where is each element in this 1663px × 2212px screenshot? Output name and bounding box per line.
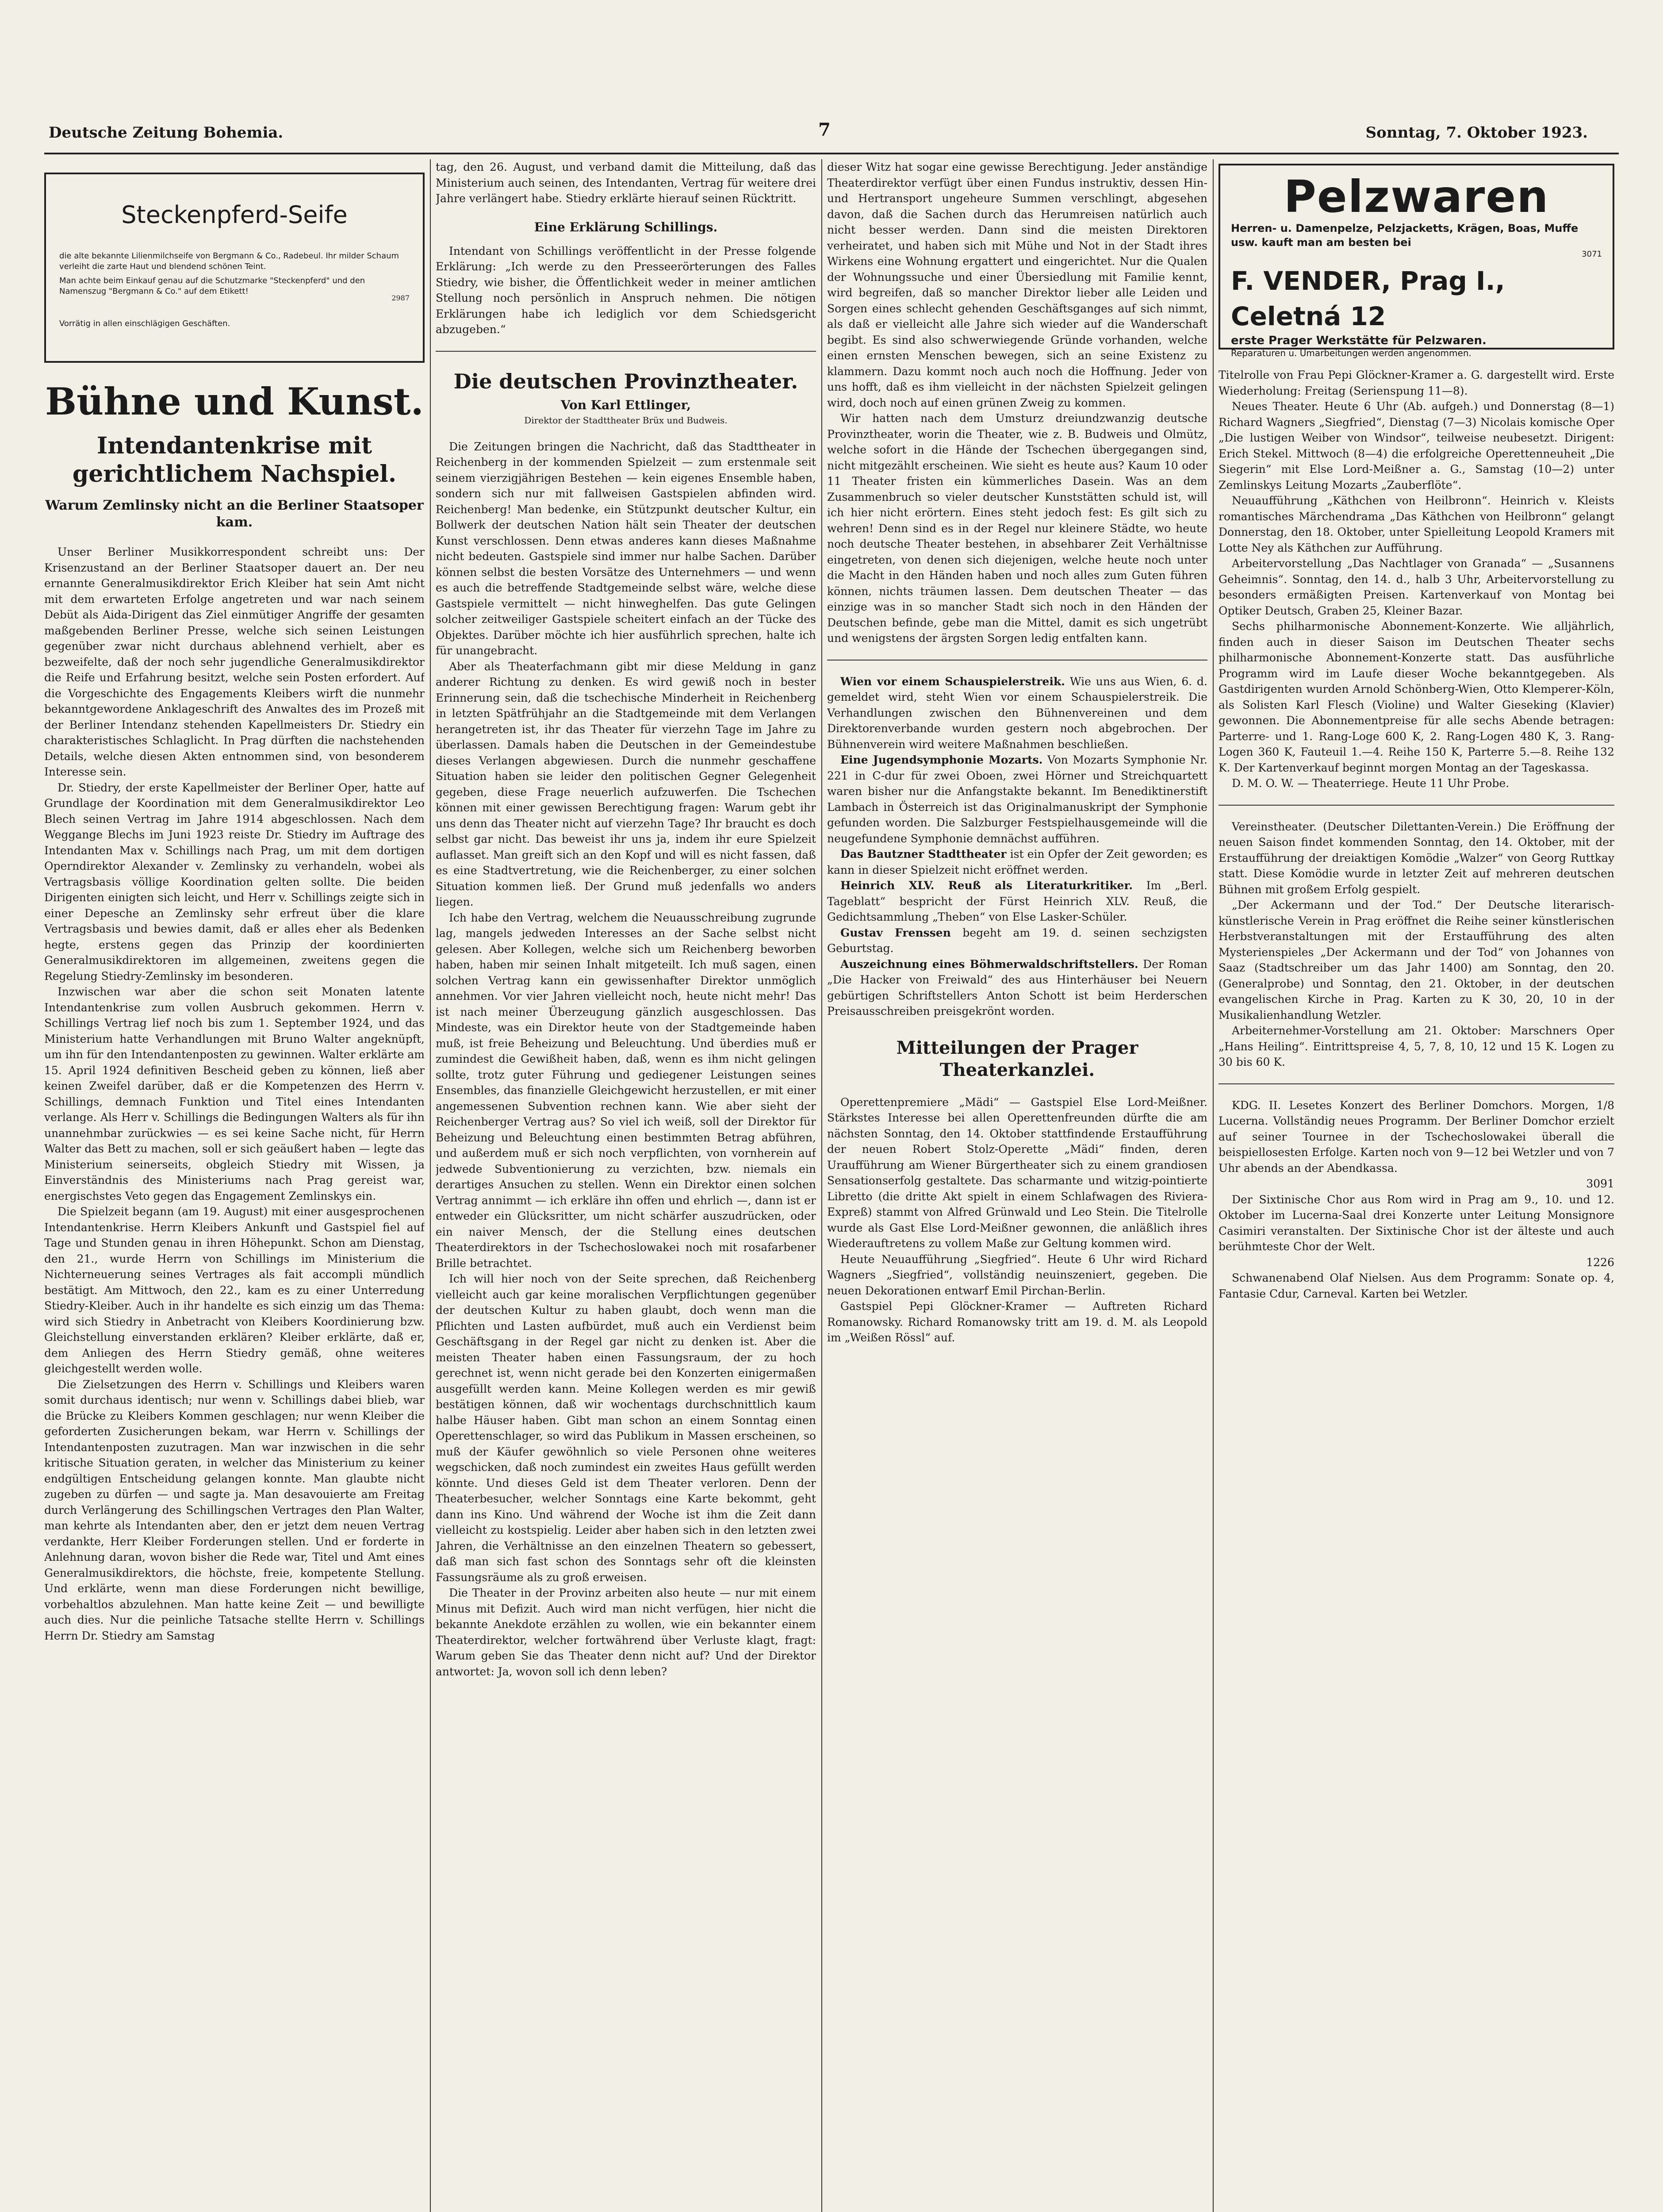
ad-number: 3071 [1582,250,1602,259]
article-paragraph: Die Spielzeit begann (am 19. August) mit einer ausgesprochenen Intendantenkrise. Herrn Kleibers Ankunft und Gastspiel fiel auf Tage und Stunden genau in ihren Höhepunkt. Schon am Dienstag, den 21., wurde Herrn von Schillings im Ministerium die Nichterneuerung seines Vertrages als fait accompli mündlich bestätigt. Am Mittwoch, den 22., kam es zu einer Unterredung Stiedry-Kleiber. Auch in ihr handelte es sich einzig um das Thema: wird sich Stiedry in Anbetracht von Kleibers Koordinierung bzw. Gleichstellung einverstanden erklären? Kleiber erklärte, daß er, dem Anliegen des Herrn Stiedry gemäß, ohne weiteres gleichgestellt werden wolle. [44,1205,425,1375]
ad-footer: Vorrätig in allen einschlägigen Geschäften. [59,319,230,328]
theater-notice: KDG. II. Lesetes Konzert des Berliner Domchors. Morgen, 1/8 Lucerna. Vollständig neues Programm. Der Berliner Domchor erzielt auf seiner Tournee in der Tschechoslowakei überall die beispiellosesten Erfolge. Karten noch von 9—12 bei Wetzler und von 7 Uhr abends an der Abendkassa. [1219,1098,1614,1175]
ad-merchant-name: F. VENDER, Prag I., Celetná 12 [1231,266,1505,331]
theater-notice: Arbeiternehmer-Vorstellung am 21. Oktober: Marschners Oper „Hans Heiling“. Eintrittspreise 4, 5, 7, 8, 10, 12 und 15 K. Logen zu 30 bis 60 K. [1219,1024,1614,1068]
theater-notice: Schwanenabend Olaf Nielsen. Aus dem Programm: Sonate op. 4, Fantasie Cdur, Carneval. Karten bei Wetzler. [1219,1271,1614,1300]
theater-notice: Arbeitervorstellung „Das Nachtlager von Granada“ — „Susannens Geheimnis“. Sonntag, den 14. d., halb 3 Uhr, Arbeitervorstellung zu besonders ermäßigten Preisen. Kartenverkauf von Montag bei Optiker Deutsch, Graben 25, Kleiner Bazar. [1219,557,1614,617]
article-paragraph: Intendant von Schillings veröffentlicht in der Presse folgende Erklärung: „Ich werde zu den Presseerörterungen des Falles Stiedry, wie bisher, die Öffentlichkeit weder in meiner amtlichen Stellung noch persönlich in Anspruch nehmen. Die nötigen Erklärungen habe ich lediglich vor dem Schiedsgericht abzugeben.“ [436,244,816,336]
news-text: Der Roman „Die Hacker von Freiwald“ des aus Hinterhäuser bei Neuern gebürtigen Schriftstellers Anton Schott ist beim Herderschen Preisausschreiben preisgekrönt worden. [827,957,1207,1018]
notice-number: 1226 [1586,1256,1614,1269]
article-headline: Intendantenkrise mit gerichtlichem Nachspiel. [72,432,397,488]
page-number: 7 [818,119,831,140]
section-heading: Eine Erklärung Schillings. [534,219,718,234]
ad-text: die alte bekannte Lilienmilchseife von Bergmann & Co., Radebeul. Ihr milder Schaum verleiht die zarte Haut und blendend schönen Teint. [59,251,399,271]
column-divider [430,159,431,2212]
pelzwaren-ad [1219,164,1614,358]
theater-notice: Neues Theater. Heute 6 Uhr (Ab. aufgeh.) und Donnerstag (8—1) Richard Wagners „Siegfried“, Dienstag (7—3) Nicolais komische Oper „Die lustigen Weiber von Windsor“, teilweise neubesetzt. Dirigent: Erich Stekel. Mittwoch (8—4) die erfolgreiche Operettenneuheit „Die Siegerin“ mit Else Lord-Meißner a. G., Samstag (10—2) unter Zemlinskys Leitung Mozarts „Zauberflöte“. [1219,400,1614,492]
issue-date: Sonntag, 7. Oktober 1923. [1365,124,1588,142]
ad-text: Reparaturen u. Umarbeitungen werden angenommen. [1231,348,1471,358]
news-item [827,878,1207,925]
article-subheadline: Warum Zemlinsky nicht an die Berliner Staatsoper kam. [45,498,424,530]
ad-text: erste Prager Werkstätte für Pelzwaren. [1231,334,1487,347]
column-3 [827,159,1207,2212]
separator-rule [827,660,1207,661]
article-title: Die deutschen Provinztheater. [453,369,798,393]
separator-rule [1219,805,1614,806]
notice-number: 3091 [1586,1177,1614,1190]
news-text: begeht am 19. d. seinen sechzigsten Geburtstag. [827,926,1207,955]
newspaper-name: Deutsche Zeitung Bohemia. [49,124,284,142]
article-paragraph: Die Theater in der Provinz arbeiten also heute — nur mit einem Minus mit Defizit. Auch wird man nicht verfügen, hier nicht die bekannte Anekdote erzählen zu wollen, wie ein bekannter einem Theaterdirektor, welcher fortwährend über Verluste klagt, fragt: Warum geben Sie das Theater denn nicht auf? Und der Direktor antwortet: Ja, wovon soll ich denn leben? [436,1586,816,1678]
masthead-rule [44,153,1619,154]
ad-text: Man achte beim Einkauf genau auf die Schutzmarke "Steckenpferd" und den Namenszug "Bergmann & Co." auf dem Etikett! [59,276,365,296]
article-paragraph: Ich will hier noch von der Seite sprechen, daß Reichenberg vielleicht auch gar keine moralischen Verpflichtungen gegenüber der deutschen Kultur zu haben glaubt, doch wenn man die Pflichten und Lasten aufbürdet, muß auch ein Verdienst beim Geschäftsgang in der Regel gar nicht zu denken ist. Aber die meisten Theater haben einen Fassungsraum, der zu hoch gerechnet ist, wenn nicht gerade bei den Konzerten einigermaßen ausgefüllt werden kann. Meine Kollegen werden es mir gewiß bestätigen können, daß wir wochentags durchschnittlich kaum halbe Häuser haben. Gibt man schon an einem Sonntag einen Operettenschlager, so wird das Publikum in Massen erscheinen, so muß der Käufer gewöhnlich so viele Personen ohne weiteres wegschicken, daß noch zumindest ein zweites Haus gefüllt werden könnte. Und dieses Geld ist dem Theater verloren. Denn der Theaterbesucher, welcher Sonntags eine Karte bekommt, geht dann ins Kino. Und während der Woche ist ihm die Zeit dann vielleicht zu kostspielig. Leider aber haben sich in den letzten zwei Jahren, die Verhältnisse an den einzelnen Theatern so gebessert, daß man sich fast schon des Sonntags sehr oft die kleinsten Fassungsräume als zu groß erweisen. [436,1272,816,1584]
article-paragraph: Ich habe den Vertrag, welchem die Neuausschreibung zugrunde lag, mangels jedweden Interesses an der Sache selbst nicht gelesen. Aber Kollegen, welche sich um Reichenberg beworben haben, haben mir seinen Inhalt mitgeteilt. Ich muß sagen, einen solchen Vertrag kann ein gewissenhafter Direktor unmöglich annehmen. Vor vier Jahren vielleicht noch, heute nicht mehr! Das ist nach meiner Überzeugung gänzlich ausgeschlossen. Das Mindeste, was ein Direktor heute von der Stadtgemeinde haben muß, ist freie Beheizung und Beleuchtung. Und überdies muß er zumindest die Gewißheit haben, daß, wenn es ihm nicht gelingen sollte, trotz guter Führung und gediegener Leistungen seines Ensembles, das finanzielle Gleichgewicht herzustellen, er mit einer angemessenen Subvention rechnen kann. Wie aber sieht der Reichenberger Vertrag aus? So viel ich weiß, soll der Direktor für Beheizung und Beleuchtung einen bestimmten Betrag abführen, und außerdem muß er sich noch verpflichten, von vornherein auf jedwede Subventionierung zu verzichten, bzw. niemals ein derartiges Ansuchen zu stellen. Wenn ein Direktor einen solchen Vertrag annimmt — ich erkläre ihn offen und ehrlich —, dann ist er entweder ein Glücksritter, um nicht schärfer auszudrücken, oder ein naiver Mensch, der die Stellung eines deutschen Theaterdirektors in der Tschechoslowakei noch mit rosafarbener Brille betrachtet. [436,911,816,1270]
column-divider [821,159,822,2212]
article-paragraph: dieser Witz hat sogar eine gewisse Berechtigung. Jeder anständige Theaterdirektor verfügt über einen Fundus instruktiv, dessen Hin- und Hertransport ungeheure Summen verschlingt, abgesehen davon, daß die Sachen durch das Herumreisen natürlich auch nicht besser werden. Dann sind die meisten Direktoren verheiratet, und haben sich mit Mühe und Not in der Stadt ihres Wirkens eine Wohnung ergattert und eingerichtet. Nur die Qualen der Wohnungssuche und einer Übersiedlung mit Familie kennt, wird begreifen, daß so mancher Direktor lieber alle Leiden und Sorgen eines schlecht gehenden Geschäftsganges auf sich nimmt, als daß er vielleicht alle Jahre sich wieder auf die Wanderschaft begibt. Es sind also schwerwiegende Gründe vorhanden, welche einen ernsten Menschen bewegen, sich an seine Existenz zu klammern. Dazu kommt noch auch noch die Hoffnung. Jeder von uns hofft, daß es ihm vielleicht in der nächsten Spielzeit gelingen wird, doch noch auf einen grünen Zweig zu kommen. [827,161,1207,409]
article-paragraph: Dr. Stiedry, der erste Kapellmeister der Berliner Oper, hatte auf Grundlage der Koordination mit dem Generalmusikdirektor Leo Blech seinen Vertrag im Jahre 1914 abgeschlossen. Nach dem Weggange Blechs im Juni 1923 reiste Dr. Stiedry im Auftrage des Intendanten Max v. Schillings nach Prag, um mit dem dortigen Operndirektor Alexander v. Zemlinsky zu verhandeln, wobei als Vertragsbasis völlige Koordination gelten sollte. Die beiden Dirigenten einigten sich leicht, und Herr v. Schillings zeigte sich in einer Depesche an Zemlinsky sehr erfreut über die klare Vertragsbasis und bewies damit, daß er alles eher als Bedenken hegte, erstens gegen das Prinzip der koordinierten Generalmusikdirektoren im allgemeinen, zweitens gegen die Regelung Stiedry-Zemlinsky im besonderen. [44,781,425,983]
column-1 [44,159,425,2212]
article-paragraph: Die Zielsetzungen des Herrn v. Schillings und Kleibers waren somit durchaus identisch; nur wenn v. Schillings dabei blieb, war die Brücke zu Kleibers Kommen geschlagen; nur wenn Kleiber die geforderten Zusicherungen bekam, war Herrn v. Schillings der Intendantenposten zuzutragen. Man war inzwischen in die sehr kritische Situation geraten, in welcher das Ministerium zu keiner endgültigen Entscheidung gelangen konnte. Man glaubte nicht zugeben zu dürfen — und sagte ja. Man desavouierte am Freitag durch Verlängerung des Schillingschen Vertrages den Plan Walter, man kehrte als Intendanten aber, den er jetzt dem neuen Vertrag verdankte, Herr Kleiber Forderungen stellen. Und er forderte in Anlehnung daran, wovon bisher die Rede war, Titel und Amt eines Generalmusikdirektors, die höchste, freie, kompetente Stellung. Und erklärte, wenn man diese Forderungen nicht bewillige, vorbehaltlos abzulehnen. Man hatte keine Zeit — und bewilligte auch dies. Nur die peinliche Tatsache stellte Herrn v. Schillings Herrn Dr. Stiedry am Samstag [44,1378,425,1642]
news-text: Im „Berl. Tageblatt“ bespricht der Fürst Heinrich XLV. Reuß, die Gedichtsammlung „Theben“ von Else Lasker-Schüler. [827,879,1207,923]
author-role: Direktor der Stadttheater Brüx und Budweis. [524,415,728,426]
news-title: Gustav Frenssen [840,926,951,939]
separator-rule [436,351,816,352]
news-title: Wien vor einem Schauspielerstreik. [840,675,1065,688]
column-4 [1219,159,1614,2212]
theater-notice: Heute Neuaufführung „Siegfried“. Heute 6 Uhr wird Richard Wagners „Siegfried“, vollständig neuinszeniert, gegeben. Die neuen Dekorationen entwarf Emil Pirchan-Berlin. [827,1252,1207,1297]
theater-notice: D. M. O. W. — Theaterriege. Heute 11 Uhr Probe. [1232,777,1510,790]
article-paragraph: Die Zeitungen bringen die Nachricht, daß das Stadttheater in Reichenberg in der kommenden Spielzeit — zum erstenmale seit seinem vierzigjährigen Bestehen — kein eigenes Ensemble haben, sondern sich nur mit fallweisen Gastspielen abfinden wird. Reichenberg! Man bedenke, ein Stützpunkt deutscher Kultur, ein Bollwerk der deutschen Nation hält sein Theater der deutschen Kunst verschlossen. Denn etwas anderes kann dieses Maßnahme nicht bedeuten. Gastspiele sind immer nur halbe Sachen. Darüber können selbst die besten Vorsätze des Unternehmers — und wenn es auch die betreffende Stadtgemeinde selbst wäre, welche diese Gastspiele vermittelt — nicht hinweghelfen. Das gute Gelingen solcher zeitweiliger Gastspiele scheitert einfach an der Tücke des Objektes. Darüber möchte ich hier ausführlich sprechen, halte ich für unangebracht. [436,440,816,657]
article-paragraph: Unser Berliner Musikkorrespondent schreibt uns: Der Krisenzustand an der Berliner Staatsoper dauert an. Der neu ernannte Generalmusikdirektor Erich Kleiber hat sein Amt nicht mit dem erwarteten Erfolge angetreten und war nach seinem Debüt als Aida-Dirigent das Ziel einmütiger Angriffe der gesamten maßgebenden Berliner Presse, welche sich seinen Leistungen gegenüber zwar nicht durchaus ablehnend verhielt, aber es bezweifelte, daß der noch sehr jugendliche Generalmusikdirektor die Reife und Erfahrung besitzt, welche sein Posten erfordert. Auf die Vorgeschichte des Engagements Kleibers wirft die nunmehr bekanntgewordene Anklageschrift des Anwaltes des im Prozeß mit der Berliner Intendanz stehenden Kapellmeisters Dr. Stiedry ein charakteristisches Schlaglicht. In Prag dürften die nachstehenden Details, welche diesen Akten entnommen sind, von besonderem Interesse sein. [44,545,425,778]
article-paragraph: Aber als Theaterfachmann gibt mir diese Meldung in ganz anderer Richtung zu denken. Es wird gewiß noch in bester Erinnerung sein, daß die tschechische Minderheit in Reichenberg in letzten Spätfrühjahr an die Stadtgemeinde mit dem Verlangen herangetreten ist, ihr das Theater für vierzehn Tage im Jahre zu überlassen. Damals haben die Deutschen in der Gemeindestube dieses Verlangen abgewiesen. Durch die nunmehr geschaffene Situation haben sie leider den politischen Gegner Gelegenheit gegeben, diese Frage neuerlich aufzuwerfen. Die Tschechen können mit einer gewissen Berechtigung fragen: Warum gebt ihr uns denn das Theater nicht auf vierzehn Tage? Ihr braucht es doch selbst gar nicht. Das beweist ihr uns ja, indem ihr eure Spielzeit auflasset. Man greift sich an den Kopf und will es nicht fassen, daß es eine Stadtvertretung, wie die Reichenberger, zu einer solchen Situation kommen ließ. Der Grund muß jedenfalls wo anders liegen. [436,660,816,908]
ad-number: 2987 [391,294,410,302]
theater-notice: Sechs philharmonische Abonnement-Konzerte. Wie alljährlich, finden auch in dieser Saison im Deutschen Theater sechs philharmonische Abonnement-Konzerte statt. Das ausführliche Programm wird im Laufe dieser Woche bekanntgegeben. Als Gastdirigenten wurden Arnold Schönberg-Wien, Otto Klemperer-Köln, als Solisten Karl Flesch (Violine) und Walter Gieseking (Klavier) gewonnen. Die Abonnementpreise für alle sechs Abende betragen: Parterre- und 1. Rang-Loge 600 K, 2. Rang-Logen 480 K, 3. Rang-Logen 360 K, Fauteuil 1.—4. Reihe 150 K, Parterre 5.—8. Reihe 132 K. Der Kartenverkauf beginnt morgen Montag an der Tageskassa. [1219,620,1614,774]
news-item [827,925,1207,956]
news-text: ist ein Opfer der Zeit geworden; es kann in dieser Spielzeit nicht eröffnet werden. [827,848,1207,876]
news-item [827,956,1207,1019]
news-title: Das Bautzner Stadttheater [840,848,1007,860]
theater-notice: „Der Ackermann und der Tod.“ Der Deutsche literarisch-künstlerische Verein in Prag eröffnet die Reihe seiner künstlerischen Herbstveranstaltungen mit der Erstaufführung des alten Mysterienspieles „Der Ackermann und der Tod“ von Johannes von Saaz (Stadtschreiber um das Jahr 1400) am Sonntag, den 20. (Generalprobe) und Sonntag, den 21. Oktober, in der deutschen evangelischen Kirche in Prag. Karten zu K 30, 20, 10 in der Musikalienhandlung Wetzler. [1219,899,1614,1022]
column-divider [1213,159,1214,2212]
news-title: Heinrich XLV. Reuß als Literaturkritiker. [840,879,1133,892]
news-title: Eine Jugendsymphonie Mozarts. [840,753,1043,766]
theater-notice: Vereinstheater. (Deutscher Dilettanten-Verein.) Die Eröffnung der neuen Saison findet kommenden Sonntag, den 14. Oktober, mit der Erstaufführung der dreiaktigen Komödie „Walzer“ von Georg Ruttkay statt. Diese Komödie wurde in letzter Zeit auf mehreren deutschen Bühnen mit großem Erfolg gespielt. [1219,820,1614,896]
masthead [49,119,1588,146]
theater-notice: Der Sixtinische Chor aus Rom wird in Prag am 9., 10. und 12. Oktober im Lucerna-Saal drei Konzerte unter Leitung Monsignore Casimiri veranstalten. Der Sixtinische Chor ist der älteste und auch berühmteste Chor der Welt. [1219,1193,1614,1253]
news-item [827,752,1207,846]
mitteilungen-heading: Mitteilungen der Prager Theaterkanzlei. [896,1037,1138,1080]
news-item [827,846,1207,878]
ad-title: Pelzwaren [1284,171,1549,223]
article-byline: Von Karl Ettlinger, [560,397,691,412]
news-text: Von Mozarts Symphonie Nr. 221 in C-dur für zwei Oboen, zwei Hörner und Streichquartett waren bisher nur die Anfangstakte bekannt. Im Benediktinerstift Lambach in Österreich ist das Originalmanuskript der Symphonie gefunden worden. Die Salzburger Festspielhausgemeinde will die neugefundene Symphonie demnächst aufführen. [827,753,1207,845]
theater-notice: Operettenpremiere „Mädi“ — Gastspiel Else Lord-Meißner. Stärkstes Interesse bei allen Operettenfreunden dürfte die am nächsten Sonntag, den 14. Oktober stattfindende Erstaufführung der neuen Robert Stolz-Operette „Mädi“ finden, deren Uraufführung am Wiener Bürgertheater sich zu einem grandiosen Sensationserfolg gestaltete. Das scharmante und witzig-pointierte Libretto (die dritte Akt spielt in einem Schlafwagen des Riviera-Expreß) stammt von Alfred Grünwald und Leo Stein. Die Titelrolle wurde als Gast Else Lord-Meißner gewonnen, die anläßlich ihres Wiederauftretens zu vollem Maße zur Geltung kommen wird. [827,1095,1207,1250]
news-text: Wie uns aus Wien, 6. d. gemeldet wird, steht Wien vor einem Schauspielerstreik. Die Verhandlungen zwischen den Bühnenvereinen und dem Direktorenverbande wurden gestern noch abgebrochen. Der Bühnenverein wird weitere Maßnahmen beschließen. [827,675,1207,751]
ad-text: Herren- u. Damenpelze, Pelzjacketts, Krägen, Boas, Muffe usw. kauft man am besten bei [1231,222,1579,249]
article-paragraph: Wir hatten nach dem Umsturz dreiundzwanzig deutsche Provinztheater, worin die Theater, wie z. B. Budweis und Olmütz, welche sofort in die Hände der Tschechen übergegangen sind, nicht mitgezählt erscheinen. Wie sieht es heute aus? Kaum 10 oder 11 Theater fristen ein kümmerliches Dasein. Was an dem Zusammenbruch so vieler deutscher Kunststätten schuld ist, will ich hier nicht erörtern. Eines steht jedoch fest: Es gilt sich zu wehren! Denn sind es in der Regel nur kleinere Städte, wo heute noch deutsche Theater bestehen, in absehbarer Zeit Verhältnisse eingetreten, von denen sich diejenigen, welche heute noch unter die Macht in den Händen haben und noch alles zum Guten führen können, nichts träumen lassen. Dem deutschen Theater — das einzige was in so mancher Stadt sich noch in den Händen der Deutschen befinde, gebe man die Mittel, damit es sich ungetrübt und wenigstens der ärgsten Sorgen ledig entfalten kann. [827,412,1207,645]
ad-brand: Steckenpferd-Seife [121,201,348,229]
separator-rule [1219,1083,1614,1084]
theater-notice: Titelrolle von Frau Pepi Glöckner-Kramer a. G. dargestellt wird. Erste Wiederholung: Freitag (Serienspung 11—8). [1219,369,1614,397]
steckenpferd-ad [44,173,425,363]
column-2 [436,159,816,2212]
news-item [827,674,1207,753]
theater-notice: Gastspiel Pepi Glöckner-Kramer — Auftreten Richard Romanowsky. Richard Romanowsky tritt am 19. d. M. als Leopold im „Weißen Rössl“ auf. [827,1300,1207,1344]
section-title: Bühne und Kunst. [45,380,424,423]
theater-notice: Neuaufführung „Käthchen von Heilbronn“. Heinrich v. Kleists romantisches Märchendrama „Das Käthchen von Heilbronn“ gelangt Donnerstag, den 18. Oktober, unter Spielleitung Leopold Kramers mit Lotte Ney als Käthchen zur Aufführung. [1219,494,1614,554]
news-title: Auszeichnung eines Böhmerwaldschriftstellers. [840,957,1138,971]
article-paragraph: Inzwischen war aber die schon seit Monaten latente Intendantenkrise zum vollen Ausbruch gekommen. Herrn v. Schillings Vertrag lief noch bis zum 1. September 1924, und das Ministerium hatte Verhandlungen mit Bruno Walter angeknüpft, um ihn für den Intendantenposten zu gewinnen. Walter erklärte am 15. April 1924 definitiven Bescheid geben zu können, ließ aber keinen Zweifel darüber, daß er die Kompetenzen des Herrn v. Schillings, demnach Funktion und Titel eines Intendanten verlange. Als Herr v. Schillings die Bedingungen Walters als für ihn unannehmbar zurückwies — es sei keine Sache nicht, für Herrn Walter das Bett zu machen, soll er sich geäußert haben — legte das Ministerium seinerseits, obgleich Stiedry mit Wissen, ja Einverständnis des Ministeriums nach Prag gereist war, energischstes Veto gegen das Engagement Zemlinskys ein. [44,985,425,1202]
article-paragraph: tag, den 26. August, und verband damit die Mitteilung, daß das Ministerium auch seinen, des Intendanten, Vertrag für weitere drei Jahre verlängert habe. Stiedry erklärte hierauf seinen Rücktritt. [436,161,816,205]
